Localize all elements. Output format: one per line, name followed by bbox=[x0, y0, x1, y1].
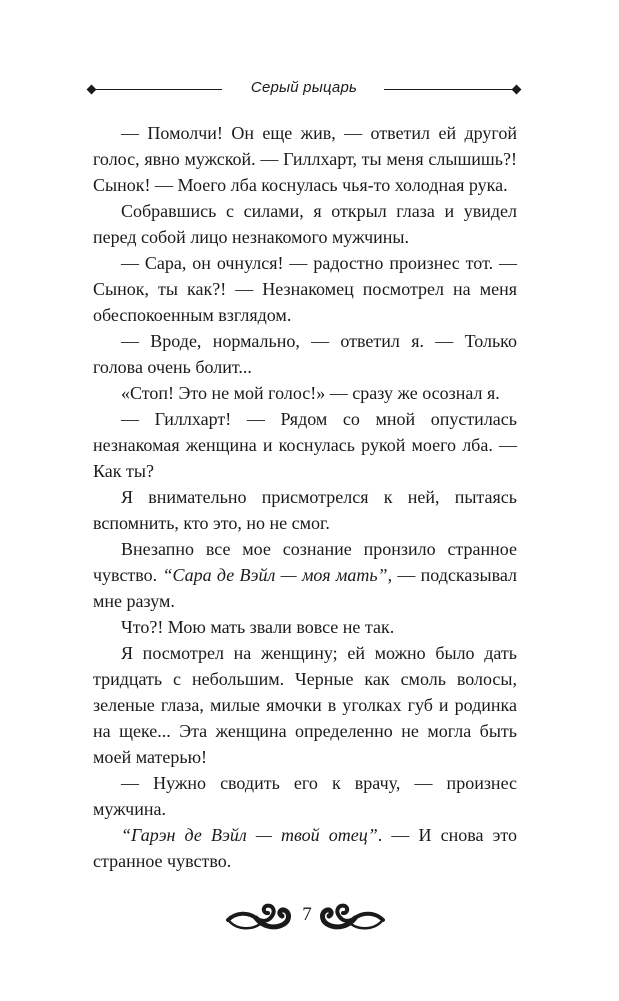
page-footer bbox=[0, 896, 619, 940]
paragraph bbox=[93, 614, 517, 640]
text-run: Внезапно все мое сознание пронзило странное чувство. bbox=[93, 539, 517, 585]
text-run: — Сара, он очнулся! — радостно произнес тот. — Сынок, ты как?! — Незнакомец посмотрел на меня обеспокоенным взглядом. bbox=[93, 253, 517, 325]
text-run: . — И снова это странное чувство. bbox=[93, 825, 517, 871]
chapter-text bbox=[93, 120, 517, 874]
text-run: Что?! Мою мать звали вовсе не так. bbox=[121, 617, 395, 637]
paragraph bbox=[93, 640, 517, 770]
text-run: — Гиллхарт! — Рядом со мной опустилась незнакомая женщина и коснулась рукой моего лба. — Как ты? bbox=[93, 409, 517, 481]
paragraph bbox=[93, 406, 517, 484]
header-rule-right bbox=[384, 89, 514, 90]
text-run: — Нужно сводить его к врачу, — произнес мужчина. bbox=[93, 773, 517, 819]
paragraph bbox=[93, 120, 517, 198]
page-number: 7 bbox=[302, 904, 312, 925]
running-header bbox=[88, 76, 520, 102]
text-run: «Стоп! Это не мой голос!» — сразу же осознал я. bbox=[121, 383, 500, 403]
running-title: Серый рыцарь bbox=[250, 79, 358, 96]
paragraph bbox=[93, 770, 517, 822]
text-run: — Вроде, нормально, — ответил я. — Только голова очень болит... bbox=[93, 331, 517, 377]
text-run: , — подсказывал мне разум. bbox=[93, 565, 517, 611]
text-run: Собравшись с силами, я открыл глаза и увидел перед собой лицо незнакомого мужчины. bbox=[93, 201, 517, 247]
paragraph bbox=[93, 484, 517, 536]
text-run: — Помолчи! Он еще жив, — ответил ей другой голос, явно мужской. — Гиллхарт, ты меня слышишь?! Сынок! — Моего лба коснулась чья-то холодная рука. bbox=[93, 123, 517, 195]
italic-thought: “Гарэн де Вэйл — твой отец” bbox=[121, 825, 378, 845]
text-run: Я посмотрел на женщину; ей можно было дать тридцать с небольшим. Черные как смоль волосы, зеленые глаза, милые ямочки в уголках губ и родинка на щеке... Эта женщина определенно не могла быть моей матерью! bbox=[93, 643, 517, 767]
swirl-ornament-icon bbox=[319, 900, 385, 934]
paragraph bbox=[93, 822, 517, 874]
paragraph bbox=[93, 198, 517, 250]
paragraph bbox=[93, 328, 517, 380]
paragraph bbox=[93, 250, 517, 328]
swirl-ornament-icon bbox=[226, 900, 292, 934]
paragraph bbox=[93, 380, 517, 406]
italic-thought: “Сара де Вэйл — моя мать” bbox=[162, 565, 388, 585]
text-run: Я внимательно присмотрелся к ней, пытаясь вспомнить, кто это, но не смог. bbox=[93, 487, 517, 533]
paragraph bbox=[93, 536, 517, 614]
